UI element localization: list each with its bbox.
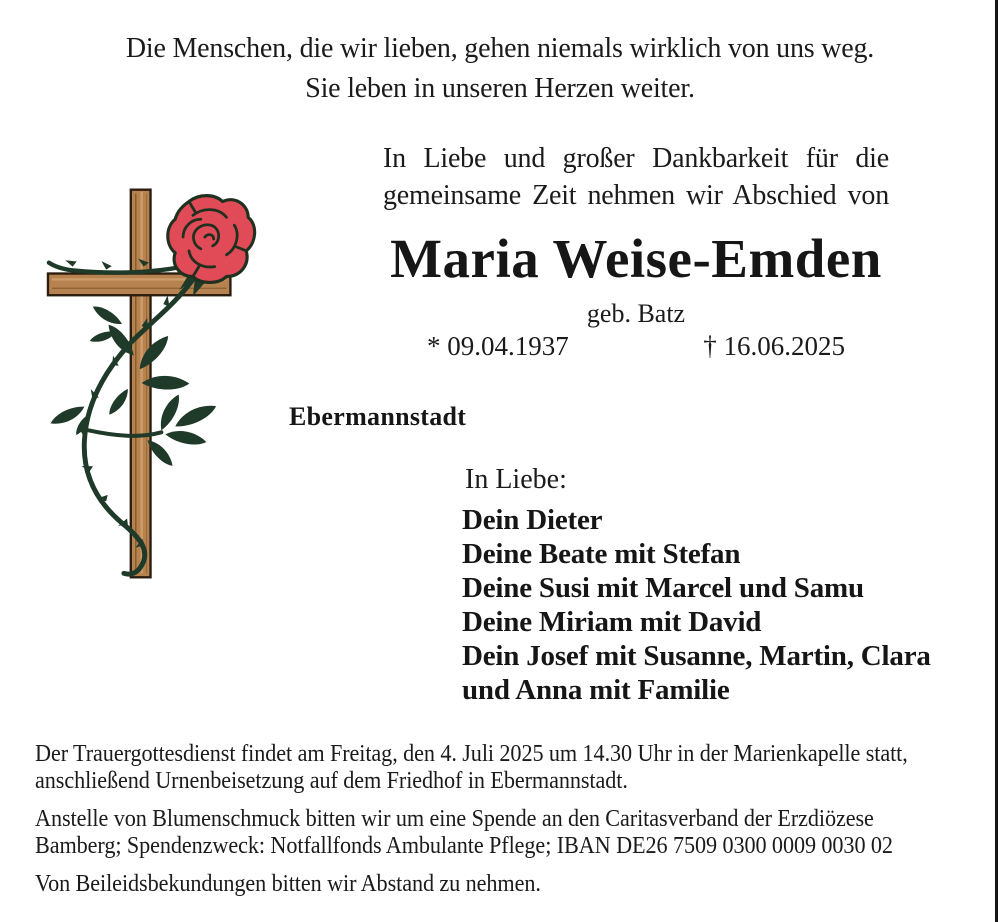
deceased-name: Maria Weise-Emden [390, 228, 882, 289]
memorial-quote-line-1: Die Menschen, die wir lieben, gehen niemals wirklich von uns weg. [125, 33, 875, 64]
farewell-line: Dein Dieter [462, 504, 603, 536]
intro-line-2: gemeinsame Zeit nehmen wir Abschied von [383, 180, 889, 211]
farewell-line: Deine Beate mit Stefan [462, 538, 741, 570]
memorial-quote [0, 29, 1000, 109]
donation-notice [35, 806, 965, 860]
donation-notice-line: Anstelle von Blumenschmuck bitten wir um eine Spende an den Caritasverband der Erzdiözese [35, 806, 874, 832]
farewell-line: Dein Josef mit Susanne, Martin, Clara [462, 640, 931, 672]
intro-text [383, 140, 889, 214]
column-divider-rule [995, 0, 998, 922]
service-notice-line: Der Trauergottesdienst findet am Freitag, den 4. Juli 2025 um 14.30 Uhr in der Marienkapelle statt, [35, 741, 908, 767]
farewell-line: und Anna mit Familie [462, 674, 730, 706]
farewell-line: Deine Susi mit Marcel und Samu [462, 572, 864, 604]
farewell-line: Deine Miriam mit David [462, 606, 762, 638]
birth-date: * 09.04.1937 [427, 331, 569, 361]
notices [35, 741, 965, 909]
death-date: † 16.06.2025 [703, 331, 845, 361]
rose-stem [49, 256, 183, 273]
farewell-list [462, 503, 931, 707]
service-notice [35, 741, 965, 795]
life-dates [383, 331, 889, 362]
farewell-heading: In Liebe: [465, 464, 567, 495]
memorial-quote-line-2: Sie leben in unseren Herzen weiter. [305, 73, 695, 104]
condolence-notice: Von Beileidsbekundungen bitten wir Abstand zu nehmen. [35, 871, 541, 897]
intro-line-1: In Liebe und großer Dankbarkeit für die [383, 143, 889, 174]
maiden-name: geb. Batz [586, 299, 686, 328]
cross-rose-illustration [45, 184, 260, 582]
service-notice-line: anschließend Urnenbeisetzung auf dem Friedhof in Ebermannstadt. [35, 768, 628, 794]
residence: Ebermannstadt [289, 402, 467, 431]
donation-notice-line: Bamberg; Spendenzweck: Notfallfonds Ambulante Pflege; IBAN DE26 7509 0300 0009 0030 02 [35, 833, 893, 859]
